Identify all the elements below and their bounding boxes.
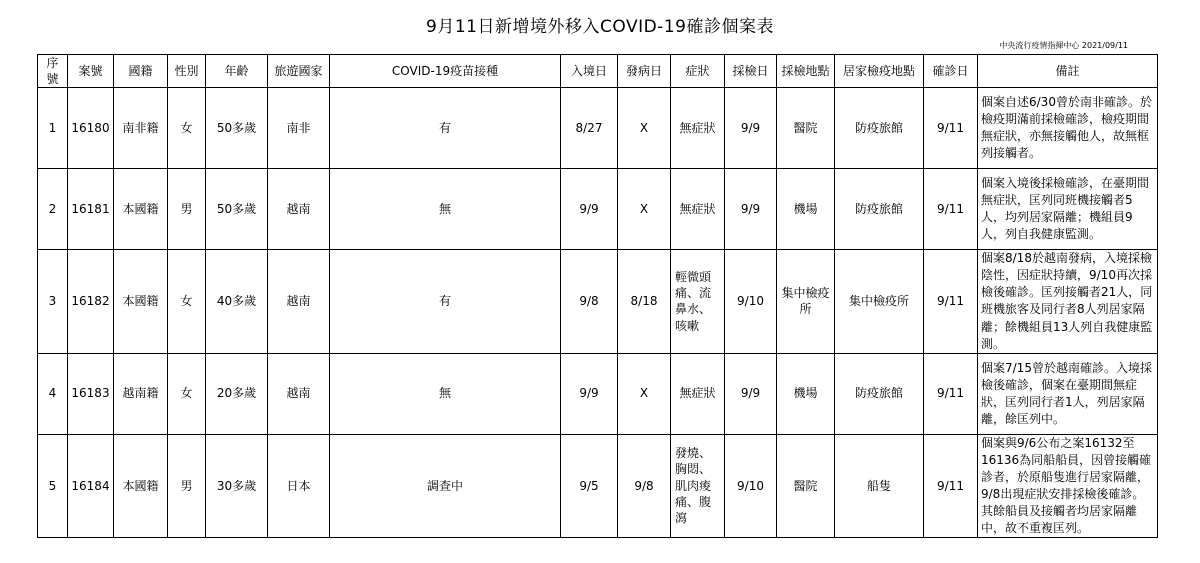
source-note: 中央流行疫情指揮中心 2021/09/11: [999, 41, 1128, 50]
table-row: [38, 88, 1158, 169]
col-header-nationality: 國籍: [114, 55, 168, 88]
cell-onset-date: 8/18: [618, 250, 671, 353]
cell-entry-date: 9/5: [561, 434, 618, 537]
cell-nationality: 越南籍: [114, 353, 168, 434]
cell-symptoms: 無症狀: [671, 88, 725, 169]
col-header-vaccine: COVID-19疫苗接種: [330, 55, 561, 88]
cell-nationality: 本國籍: [114, 434, 168, 537]
cell-test-site: 機場: [777, 353, 835, 434]
col-header-confirm-date: 確診日: [924, 55, 978, 88]
cell-symptoms: 無症狀: [671, 353, 725, 434]
cell-seq: 2: [38, 169, 68, 250]
cell-age: 30多歲: [206, 434, 268, 537]
cell-entry-date: 9/9: [561, 353, 618, 434]
cell-vaccine: 有: [330, 88, 561, 169]
table-row: [38, 353, 1158, 434]
cell-entry-date: 9/9: [561, 169, 618, 250]
cell-notes: 個案自述6/30曾於南非確診。於檢疫期滿前採檢確診，檢疫期間無症狀，亦無接觸他人，故無框列接觸者。: [978, 88, 1158, 169]
cell-test-date: 9/9: [725, 353, 777, 434]
cell-case-no: 16180: [68, 88, 114, 169]
cell-entry-date: 9/8: [561, 250, 618, 353]
cell-vaccine: 無: [330, 353, 561, 434]
cell-seq: 1: [38, 88, 68, 169]
cell-confirm-date: 9/11: [924, 434, 978, 537]
col-header-age: 年齡: [206, 55, 268, 88]
cell-nationality: 本國籍: [114, 250, 168, 353]
cell-travel-country: 越南: [268, 353, 330, 434]
cell-seq: 4: [38, 353, 68, 434]
cell-confirm-date: 9/11: [924, 353, 978, 434]
cell-onset-date: 9/8: [618, 434, 671, 537]
col-header-seq: 序號: [38, 55, 68, 88]
cell-travel-country: 南非: [268, 88, 330, 169]
cell-nationality: 南非籍: [114, 88, 168, 169]
cell-test-site: 醫院: [777, 434, 835, 537]
cell-test-site: 機場: [777, 169, 835, 250]
cell-vaccine: 無: [330, 169, 561, 250]
cell-age: 20多歲: [206, 353, 268, 434]
cell-sex: 男: [168, 434, 206, 537]
cell-nationality: 本國籍: [114, 169, 168, 250]
cell-symptoms: 輕微頭痛、流鼻水、咳嗽: [671, 250, 725, 353]
case-table: [37, 54, 1158, 538]
cell-case-no: 16183: [68, 353, 114, 434]
col-header-entry-date: 入境日: [561, 55, 618, 88]
table-row: [38, 434, 1158, 537]
header-row: [38, 55, 1158, 88]
cell-test-site: 集中檢疫所: [777, 250, 835, 353]
cell-sex: 女: [168, 353, 206, 434]
cell-onset-date: X: [618, 169, 671, 250]
col-header-case-no: 案號: [68, 55, 114, 88]
cell-onset-date: X: [618, 353, 671, 434]
cell-quarantine-site: 防疫旅館: [835, 169, 924, 250]
table-row: [38, 169, 1158, 250]
cell-test-date: 9/9: [725, 88, 777, 169]
cell-seq: 3: [38, 250, 68, 353]
cell-symptoms: 無症狀: [671, 169, 725, 250]
cell-travel-country: 越南: [268, 169, 330, 250]
cell-seq: 5: [38, 434, 68, 537]
cell-entry-date: 8/27: [561, 88, 618, 169]
cell-test-date: 9/9: [725, 169, 777, 250]
cell-age: 50多歲: [206, 88, 268, 169]
cell-age: 50多歲: [206, 169, 268, 250]
cell-symptoms: 發燒、胸悶、肌肉痠痛、腹瀉: [671, 434, 725, 537]
cell-quarantine-site: 防疫旅館: [835, 353, 924, 434]
cell-notes: 個案入境後採檢確診，在臺期間無症狀，匡列同班機接觸者5人，均列居家隔離；機組員9人，列自我健康監測。: [978, 169, 1158, 250]
cell-notes: 個案8/18於越南發病，入境採檢陰性，因症狀持續，9/10再次採檢後確診。匡列接觸者21人，同班機旅客及同行者8人列居家隔離；餘機組員13人列自我健康監測。: [978, 250, 1158, 353]
col-header-sex: 性別: [168, 55, 206, 88]
col-header-symptoms: 症狀: [671, 55, 725, 88]
cell-onset-date: X: [618, 88, 671, 169]
cell-age: 40多歲: [206, 250, 268, 353]
cell-sex: 女: [168, 250, 206, 353]
col-header-quarantine-site: 居家檢疫地點: [835, 55, 924, 88]
col-header-test-site: 採檢地點: [777, 55, 835, 88]
cell-notes: 個案與9/6公布之案16132至16136為同船船員，因曾接觸確診者，於原船隻進行居家隔離，9/8出現症狀安排採檢後確診。其餘船員及接觸者均居家隔離中，故不重複匡列。: [978, 434, 1158, 537]
cell-confirm-date: 9/11: [924, 88, 978, 169]
cell-quarantine-site: 船隻: [835, 434, 924, 537]
cell-case-no: 16184: [68, 434, 114, 537]
col-header-notes: 備註: [978, 55, 1158, 88]
cell-quarantine-site: 集中檢疫所: [835, 250, 924, 353]
cell-confirm-date: 9/11: [924, 250, 978, 353]
col-header-onset-date: 發病日: [618, 55, 671, 88]
col-header-test-date: 採檢日: [725, 55, 777, 88]
table-row: [38, 250, 1158, 353]
cell-travel-country: 越南: [268, 250, 330, 353]
cell-travel-country: 日本: [268, 434, 330, 537]
cell-test-site: 醫院: [777, 88, 835, 169]
cell-sex: 男: [168, 169, 206, 250]
cell-sex: 女: [168, 88, 206, 169]
cell-notes: 個案7/15曾於越南確診。入境採檢後確診，個案在臺期間無症狀，匡列同行者1人，列居家隔離，餘匡列中。: [978, 353, 1158, 434]
cell-test-date: 9/10: [725, 250, 777, 353]
cell-case-no: 16181: [68, 169, 114, 250]
col-header-travel-country: 旅遊國家: [268, 55, 330, 88]
page-title: 9月11日新增境外移入COVID-19確診個案表: [426, 17, 774, 37]
cell-vaccine: 調查中: [330, 434, 561, 537]
cell-case-no: 16182: [68, 250, 114, 353]
cell-vaccine: 有: [330, 250, 561, 353]
cell-confirm-date: 9/11: [924, 169, 978, 250]
cell-test-date: 9/10: [725, 434, 777, 537]
cell-quarantine-site: 防疫旅館: [835, 88, 924, 169]
